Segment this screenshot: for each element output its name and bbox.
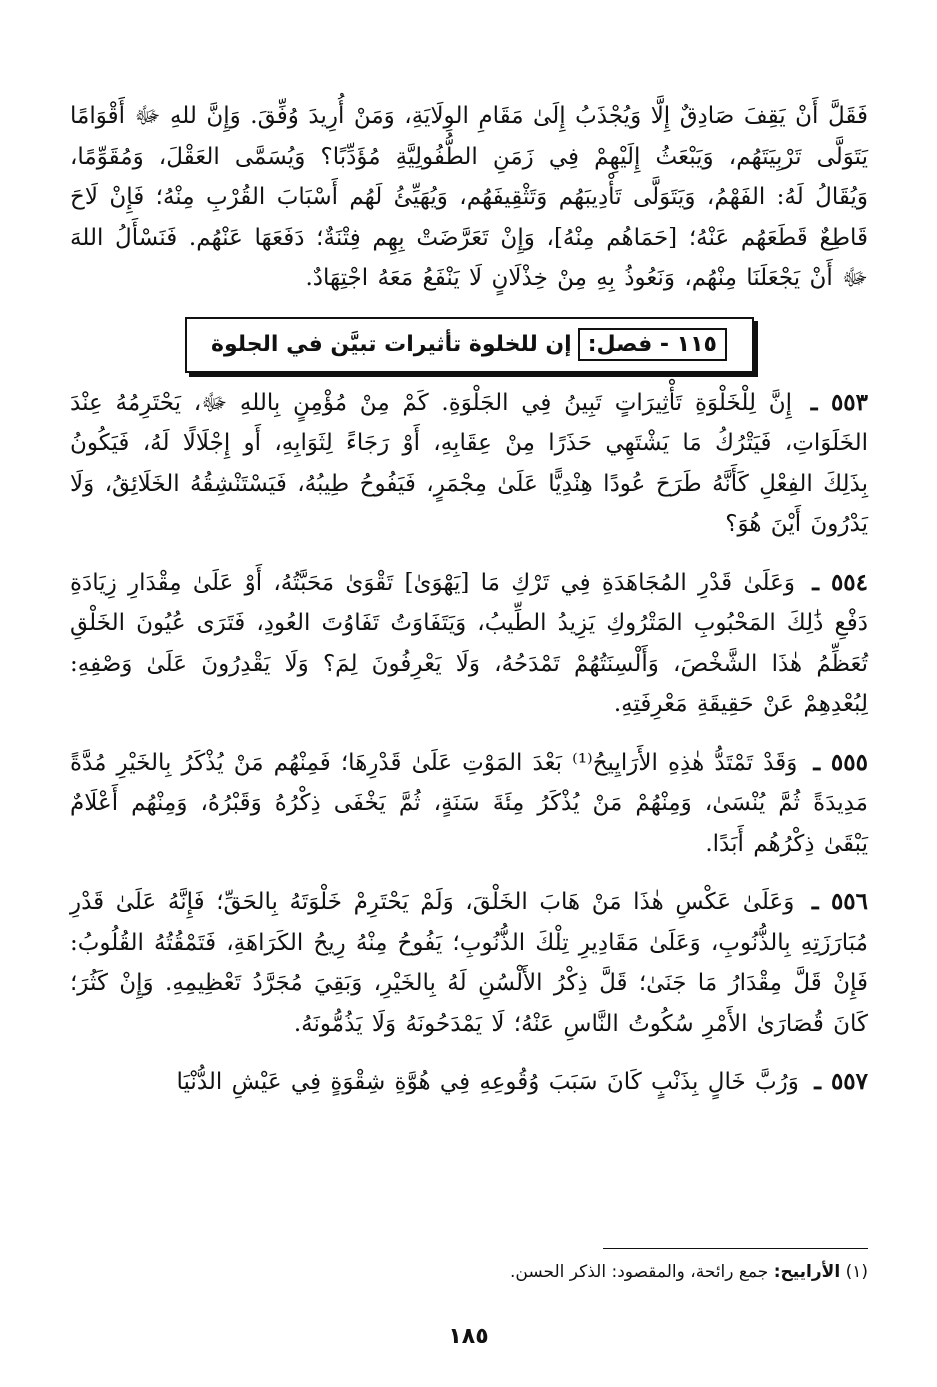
section-title: إن للخلوة تأثيرات تبيَّن في الجلوة bbox=[211, 332, 572, 357]
paragraph-text: إِنَّ لِلْخَلْوَةِ تَأْثِيرَاتٍ تَبِينُ فِي الجَلْوَةِ. كَمْ مِنْ مُؤْمِنٍ بِاللهِ ﷻ، يَحْتَرِمُهُ عِنْدَ الخَلَوَاتِ، فَيَتْرُكُ مَا يَشْتَهِي حَذَرًا مِنْ عِقَابِهِ، أَوْ رَجَاءً لِثَوَابِهِ، أَو إِجْلَالًا لَهُ، فَيَكُونُ بِذَلِكَ الفِعْلِ كَأَنَّهُ طَرَحَ عُودًا هِنْدِيًّا عَلَىٰ مِجْمَرٍ، فَيَفُوحُ طِيبُهُ، فَيَسْتَنْشِقُهُ الخَلَائِقُ، وَلَا يَدْرُونَ أَيْنَ هُوَ؟ bbox=[70, 389, 868, 537]
paragraph-number: ٥٥٦ ـ bbox=[811, 888, 868, 915]
paragraph-text: فَقَلَّ أَنْ يَقِفَ صَادِقٌ إِلَّا وَيُجْذَبُ إِلَىٰ مَقَامِ الوِلَايَةِ، وَمَنْ أُرِيدَ وُفِّقَ. وَإِنَّ للهِ ﷻ أَقْوَامًا يَتَوَلَّى تَرْبِيَتَهُم، وَيَبْعَثُ إِلَيْهِمْ فِي زَمَنِ الطُّفُولِيَّةِ مُؤَدِّبًا؟ وَيُسَمَّى العَقْلَ، وَمُقَوِّمًا، وَيُقَالُ لَهُ: الفَهْمُ، وَيَتَوَلَّى تَأْدِيبَهُم وَتَثْقِيفَهُم، وَيُهَيِّئُ لَهُم أَسْبَابَ القُرْبِ مِنْهُ؛ فَإِنْ لَاحَ قَاطِعٌ قَطَعَهُم عَنْهُ؛ [حَمَاهُم مِنْهُ]، وَإِنْ تَعَرَّضَتْ بِهِم فِتْنَةٌ؛ دَفَعَهَا عَنْهُم. فَنَسْأَلُ اللهَ ﷻ أَنْ يَجْعَلَنَا مِنْهُم، وَنَعُوذُ بِهِ مِنْ خِذْلَانٍ لَا يَنْفَعُ مَعَهُ اجْتِهَادٌ. bbox=[70, 103, 868, 291]
footnote-text: جمع رائحة، والمقصود: الذكر الحسن. bbox=[509, 1262, 769, 1282]
paragraph-557 bbox=[70, 1062, 868, 1103]
paragraph-text: وَقَدْ تَمْتَدُّ هٰذِهِ الأَرَايِيحُ⁽¹⁾ بَعْدَ المَوْتِ عَلَىٰ قَدْرِهَا؛ فَمِنْهُم مَنْ يُذْكَرُ بِالخَيْرِ مُدَّةً مَدِيدَةً ثُمَّ يُنْسَىٰ، وَمِنْهُمْ مَنْ يُذْكَرُ مِئَةَ سَنَةٍ، ثُمَّ يَخْفَى ذِكْرُهُ وَقَبْرُهُ، وَمِنْهُم أَعْلَامٌ يَبْقَىٰ ذِكْرُهُم أَبَدًا. bbox=[70, 749, 868, 857]
paragraph-text: وَعَلَىٰ قَدْرِ المُجَاهَدَةِ فِي تَرْكِ مَا [يَهْوَىٰ] تَقْوَىٰ مَحَبَّتُهُ، أَوْ عَلَىٰ مِقْدَارِ زِيَادَةِ دَفْعِ ذَٰلِكَ المَحْبُوبِ المَتْرُوكِ يَزِيدُ الطِّيبُ، وَيَتَفَاوَتُ تَفَاوُتَ العُودِ، فَتَرَى عُيُونَ الخَلْقِ تُعَظِّمُ هٰذَا الشَّخْصَ، وَأَلْسِنَتُهُمْ تَمْدَحُهُ، وَلَا يَعْرِفُونَ لِمَ؟ وَلَا يَقْدِرُونَ عَلَىٰ وَصْفِهِ: لِبُعْدِهِمْ عَنْ حَقِيقَةِ مَعْرِفَتِهِ. bbox=[70, 569, 868, 717]
footnote-divider bbox=[603, 1248, 868, 1249]
page-number: ١٨٥ bbox=[448, 1324, 489, 1349]
paragraph-intro bbox=[70, 96, 868, 299]
footnote-marker: (١) bbox=[845, 1262, 868, 1282]
footnote-term: الأراييح: bbox=[773, 1262, 841, 1282]
paragraph-556 bbox=[70, 882, 868, 1044]
paragraph-text: وَرُبَّ خَالٍ بِذَنْبٍ كَانَ سَبَبَ وُقُوعِهِ فِي هُوَّةِ شِقْوَةٍ فِي عَيْشِ الدُّنْيَا bbox=[176, 1069, 799, 1095]
footnote bbox=[70, 1262, 868, 1282]
paragraph-number: ٥٥٤ ـ bbox=[812, 568, 868, 596]
paragraph-text: وَعَلَىٰ عَكْسِ هٰذَا مَنْ هَابَ الخَلْقَ، وَلَمْ يَحْتَرِمْ خَلْوَتَهُ بِالحَقِّ؛ فَإِنَّهُ عَلَىٰ قَدْرِ مُبَارَزَتِهِ بِالذُّنُوبِ، وَعَلَىٰ مَقَادِيرِ تِلْكَ الذُّنُوبِ؛ يَفُوحُ مِنْهُ رِيحُ الكَرَاهَةِ، فَتَمْقُتُهُ القُلُوبُ: فَإِنْ قَلَّ مِقْدَارُ مَا جَنَىٰ؛ قَلَّ ذِكْرُ الأَلْسُنِ لَهُ بِالخَيْرِ، وَبَقِيَ مُجَرَّدُ تَعْظِيمِهِ. وَإِنْ كَثُرَ؛ كَانَ قُصَارَىٰ الأَمْرِ سُكُوتُ النَّاسِ عَنْهُ؛ لَا يَمْدَحُونَهُ وَلَا يَذُمُّونَهُ. bbox=[70, 889, 868, 1037]
paragraph-number: ٥٥٥ ـ bbox=[813, 748, 868, 776]
paragraph-553 bbox=[70, 383, 868, 545]
paragraph-number: ٥٥٣ ـ bbox=[810, 388, 869, 416]
paragraph-number: ٥٥٧ ـ bbox=[814, 1068, 868, 1095]
paragraph-555 bbox=[70, 743, 868, 865]
section-header-box bbox=[185, 317, 754, 373]
section-header bbox=[211, 328, 727, 361]
paragraph-554 bbox=[70, 563, 868, 725]
section-label: ١١٥ - فصل: bbox=[578, 328, 727, 361]
page-body bbox=[70, 96, 868, 1121]
